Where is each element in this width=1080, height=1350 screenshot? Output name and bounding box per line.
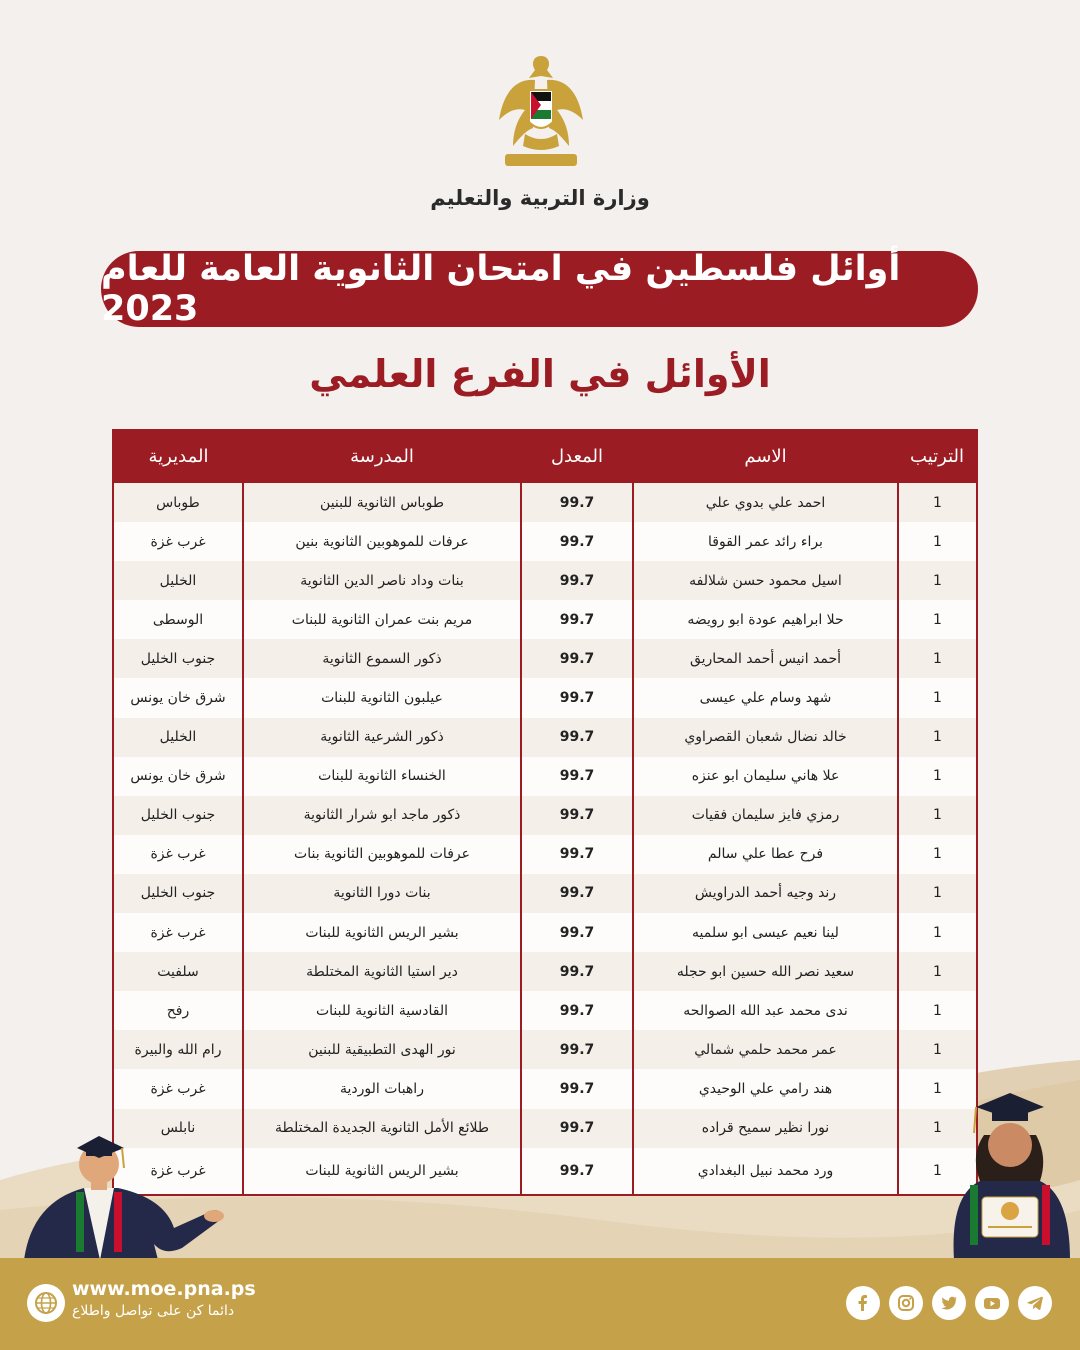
student-name-cell: علا هاني سليمان ابو عنزه — [633, 757, 898, 796]
school-cell: بنات دورا الثانوية — [243, 874, 521, 913]
average-cell: 99.7 — [521, 874, 633, 913]
average-cell: 99.7 — [521, 952, 633, 991]
school-cell: راهبات الوردية — [243, 1069, 521, 1108]
directorate-cell: شرق خان يونس — [114, 678, 243, 717]
globe-icon[interactable] — [27, 1284, 65, 1322]
rank-cell: 1 — [898, 991, 976, 1030]
school-cell: دير استيا الثانوية المختلطة — [243, 952, 521, 991]
table-row — [114, 522, 976, 561]
average-cell: 99.7 — [521, 1109, 633, 1148]
column-rank-header: الترتيب — [898, 429, 976, 483]
rank-cell: 1 — [898, 1030, 976, 1069]
average-cell: 99.7 — [521, 1069, 633, 1108]
student-name-cell: احمد علي بدوي علي — [633, 483, 898, 522]
student-name-cell: رند وجيه أحمد الدراويش — [633, 874, 898, 913]
student-name-cell: سعيد نصر الله حسين ابو حجله — [633, 952, 898, 991]
school-cell: ذكور ماجد ابو شرار الثانوية — [243, 796, 521, 835]
instagram-icon[interactable] — [889, 1286, 923, 1320]
table-header-row — [114, 429, 976, 483]
table-row — [114, 952, 976, 991]
table-row — [114, 718, 976, 757]
student-name-cell: حلا ابراهيم عودة ابو رويضه — [633, 600, 898, 639]
rank-cell: 1 — [898, 757, 976, 796]
graduate-girl-illustration — [940, 1085, 1080, 1260]
directorate-cell: طوباس — [114, 483, 243, 522]
school-cell: القادسية الثانوية للبنات — [243, 991, 521, 1030]
average-cell: 99.7 — [521, 913, 633, 952]
table-row — [114, 835, 976, 874]
school-cell: بنات وداد ناصر الدين الثانوية — [243, 561, 521, 600]
column-name-header: الاسم — [633, 429, 898, 483]
school-cell: بشير الريس الثانوية للبنات — [243, 913, 521, 952]
directorate-cell: نابلس — [114, 1109, 243, 1148]
table-row — [114, 600, 976, 639]
facebook-icon[interactable] — [846, 1286, 880, 1320]
palestine-eagle-emblem — [495, 50, 587, 176]
directorate-cell: غرب غزة — [114, 835, 243, 874]
directorate-cell: غرب غزة — [114, 522, 243, 561]
column-average-header: المعدل — [521, 429, 633, 483]
directorate-cell: جنوب الخليل — [114, 874, 243, 913]
directorate-cell: رفح — [114, 991, 243, 1030]
rank-cell: 1 — [898, 678, 976, 717]
rank-cell: 1 — [898, 952, 976, 991]
table-row — [114, 913, 976, 952]
telegram-icon[interactable] — [1018, 1286, 1052, 1320]
student-name-cell: ورد محمد نبيل البغدادي — [633, 1148, 898, 1194]
table-row — [114, 757, 976, 796]
directorate-cell: الخليل — [114, 561, 243, 600]
rank-cell: 1 — [898, 874, 976, 913]
rank-cell: 1 — [898, 1148, 976, 1194]
rank-cell: 1 — [898, 639, 976, 678]
student-name-cell: هند رامي علي الوحيدي — [633, 1069, 898, 1108]
average-cell: 99.7 — [521, 796, 633, 835]
rank-cell: 1 — [898, 1109, 976, 1148]
rank-cell: 1 — [898, 483, 976, 522]
school-cell: ذكور السموع الثانوية — [243, 639, 521, 678]
table-row — [114, 639, 976, 678]
school-cell: مريم بنت عمران الثانوية للبنات — [243, 600, 521, 639]
graduate-boy-illustration — [14, 1118, 224, 1260]
average-cell: 99.7 — [521, 991, 633, 1030]
school-cell: عرفات للموهوبين الثانوية بنين — [243, 522, 521, 561]
rank-cell: 1 — [898, 835, 976, 874]
column-directorate-header: المديرية — [114, 429, 243, 483]
average-cell: 99.7 — [521, 835, 633, 874]
table-row — [114, 796, 976, 835]
average-cell: 99.7 — [521, 757, 633, 796]
student-name-cell: أحمد انيس أحمد المحاريق — [633, 639, 898, 678]
title-banner — [101, 251, 978, 327]
average-cell: 99.7 — [521, 1030, 633, 1069]
rank-cell: 1 — [898, 561, 976, 600]
average-cell: 99.7 — [521, 561, 633, 600]
school-cell: ذكور الشرعية الثانوية — [243, 718, 521, 757]
student-name-cell: رمزي فايز سليمان فقيات — [633, 796, 898, 835]
section-subtitle: الأوائل في الفرع العلمي — [309, 352, 771, 396]
table-row — [114, 874, 976, 913]
student-name-cell: نورا نظير سميح قراده — [633, 1109, 898, 1148]
rank-cell: 1 — [898, 1069, 976, 1108]
student-name-cell: ندى محمد عبد الله الصوالحه — [633, 991, 898, 1030]
page-title: أوائل فلسطين في امتحان الثانوية العامة للعام 2023 — [101, 249, 901, 329]
top-students-table — [112, 429, 978, 1196]
student-name-cell: خالد نضال شعبان القصراوي — [633, 718, 898, 757]
footer-slogan: دائما كن على تواصل واطلاع — [72, 1303, 235, 1319]
directorate-cell: رام الله والبيرة — [114, 1030, 243, 1069]
directorate-cell: غرب غزة — [114, 1069, 243, 1108]
ministry-name: وزارة التربية والتعليم — [430, 186, 650, 210]
website-link[interactable]: www.moe.pna.ps — [72, 1278, 256, 1300]
average-cell: 99.7 — [521, 483, 633, 522]
student-name-cell: عمر محمد حلمي شمالي — [633, 1030, 898, 1069]
student-name-cell: فرح عطا علي سالم — [633, 835, 898, 874]
footer-bar — [0, 1258, 1080, 1350]
rank-cell: 1 — [898, 522, 976, 561]
table-row — [114, 991, 976, 1030]
youtube-icon[interactable] — [975, 1286, 1009, 1320]
school-cell: طلائع الأمل الثانوية الجديدة المختلطة — [243, 1109, 521, 1148]
student-name-cell: براء رائد عمر القوقا — [633, 522, 898, 561]
rank-cell: 1 — [898, 600, 976, 639]
school-cell: عيلبون الثانوية للبنات — [243, 678, 521, 717]
twitter-icon[interactable] — [932, 1286, 966, 1320]
table-row — [114, 561, 976, 600]
directorate-cell: الوسطى — [114, 600, 243, 639]
student-name-cell: اسيل محمود حسن شلالفه — [633, 561, 898, 600]
school-cell: عرفات للموهوبين الثانوية بنات — [243, 835, 521, 874]
directorate-cell: غرب غزة — [114, 1148, 243, 1194]
average-cell: 99.7 — [521, 522, 633, 561]
school-cell: الخنساء الثانوية للبنات — [243, 757, 521, 796]
directorate-cell: جنوب الخليل — [114, 796, 243, 835]
school-cell: طوباس الثانوية للبنين — [243, 483, 521, 522]
table-row — [114, 1109, 976, 1148]
average-cell: 99.7 — [521, 678, 633, 717]
directorate-cell: سلفيت — [114, 952, 243, 991]
rank-cell: 1 — [898, 718, 976, 757]
table-row — [114, 483, 976, 522]
directorate-cell: غرب غزة — [114, 913, 243, 952]
average-cell: 99.7 — [521, 718, 633, 757]
directorate-cell: شرق خان يونس — [114, 757, 243, 796]
average-cell: 99.7 — [521, 639, 633, 678]
social-links — [846, 1286, 1052, 1320]
table-body — [114, 483, 976, 1194]
rank-cell: 1 — [898, 913, 976, 952]
average-cell: 99.7 — [521, 1148, 633, 1194]
school-cell: بشير الريس الثانوية للبنات — [243, 1148, 521, 1194]
directorate-cell: الخليل — [114, 718, 243, 757]
average-cell: 99.7 — [521, 600, 633, 639]
directorate-cell: جنوب الخليل — [114, 639, 243, 678]
school-cell: نور الهدى التطبيقية للبنين — [243, 1030, 521, 1069]
student-name-cell: شهد وسام علي عيسى — [633, 678, 898, 717]
table-row — [114, 1148, 976, 1194]
table-row — [114, 1069, 976, 1108]
column-school-header: المدرسة — [243, 429, 521, 483]
table-row — [114, 1030, 976, 1069]
table-row — [114, 678, 976, 717]
student-name-cell: لينا نعيم عيسى ابو سلميه — [633, 913, 898, 952]
rank-cell: 1 — [898, 796, 976, 835]
